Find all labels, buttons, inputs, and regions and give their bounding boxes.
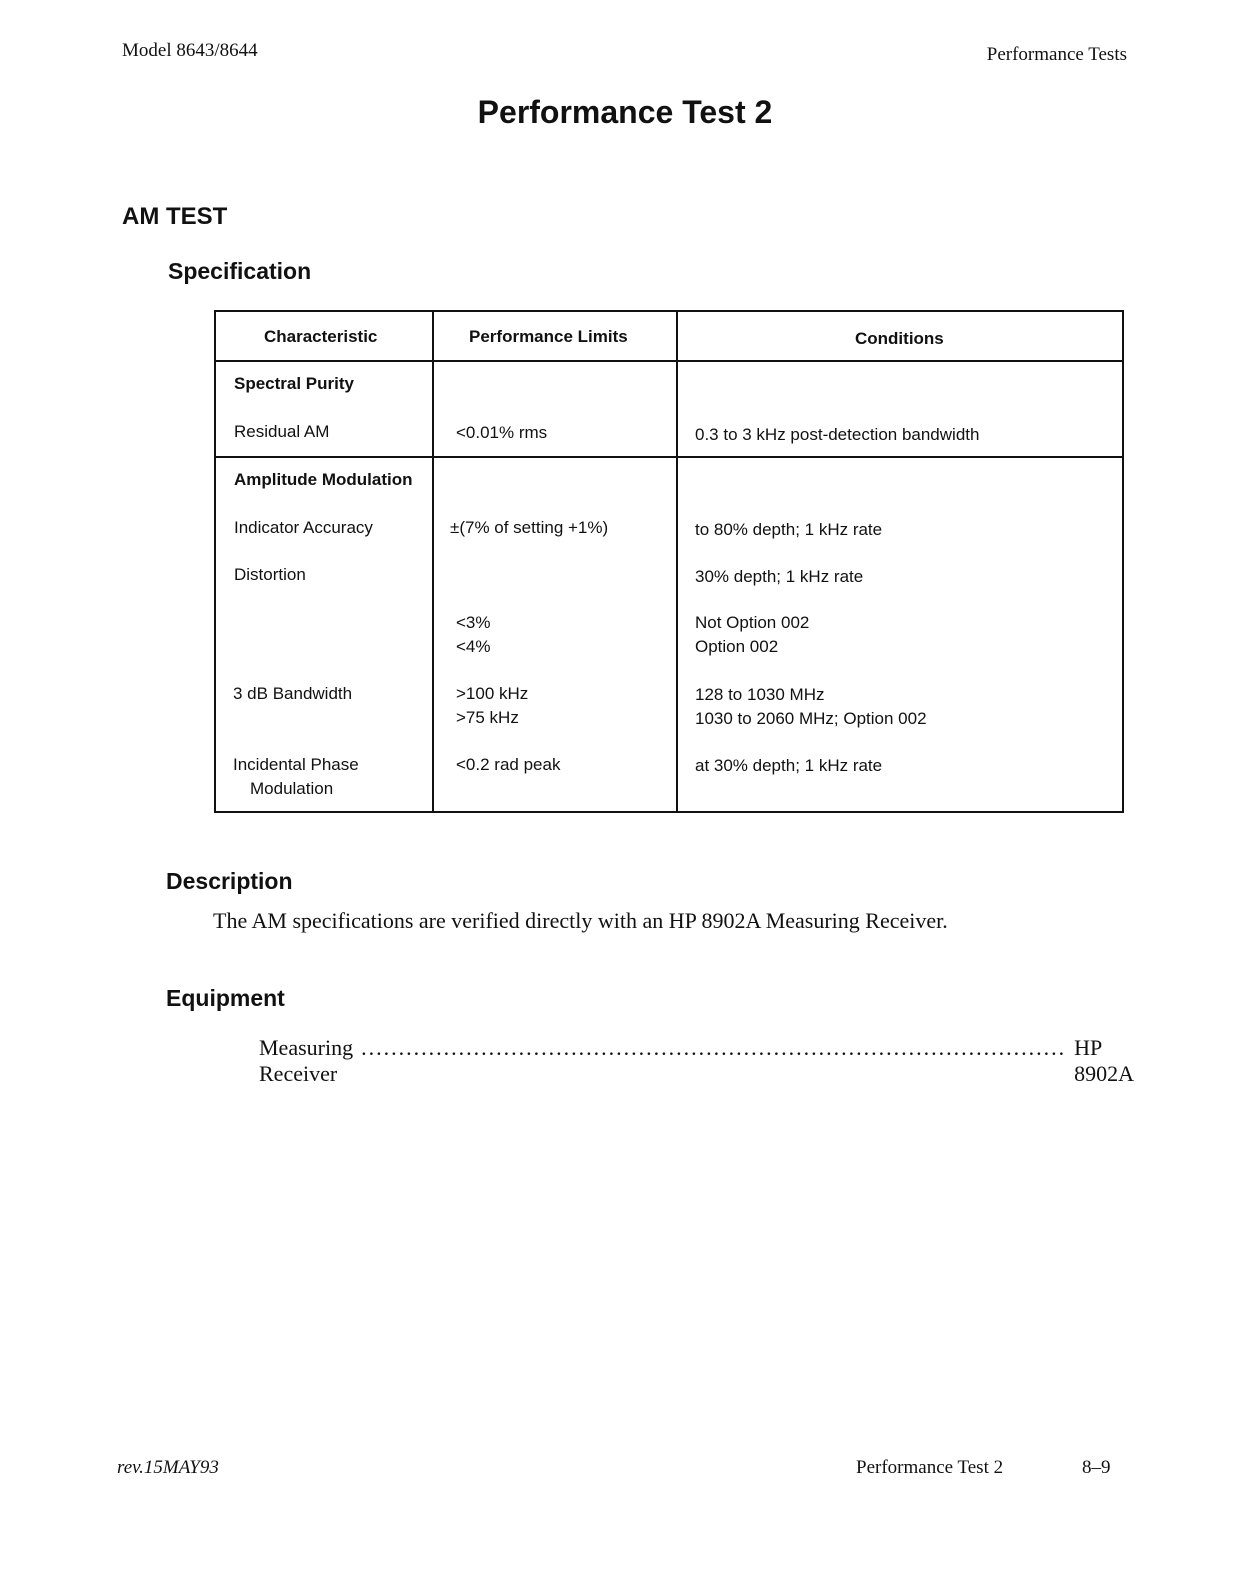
footer-test: Performance Test 2 [856, 1457, 1004, 1478]
bandwidth-limit-2: >75 kHz [456, 708, 519, 727]
incidental-pm-limit: <0.2 rad peak [456, 755, 561, 774]
header-model: Model 8643/8644 [122, 40, 258, 61]
group-divider [216, 456, 1122, 458]
incidental-pm-condition: at 30% depth; 1 kHz rate [695, 756, 883, 775]
specification-table [214, 310, 1124, 813]
indicator-accuracy-label: Indicator Accuracy [234, 518, 373, 537]
equipment-model: HP 8902A [1074, 1035, 1134, 1086]
header-section: Performance Tests [986, 44, 1127, 65]
description-text: The AM specifications are verified directly with an HP 8902A Measuring Receiver. [213, 908, 948, 933]
bandwidth-label: 3 dB Bandwidth [233, 684, 353, 703]
column-divider [676, 312, 678, 811]
page-title: Performance Test 2 [477, 94, 773, 130]
equipment-heading: Equipment [166, 985, 285, 1011]
residual-am-limit: <0.01% rms [456, 423, 548, 442]
description-heading: Description [166, 868, 293, 894]
bandwidth-limit-1: >100 kHz [456, 684, 529, 703]
distortion-condition-1: Not Option 002 [695, 613, 810, 632]
indicator-accuracy-limit: ±(7% of setting +1%) [450, 518, 609, 537]
indicator-accuracy-condition: to 80% depth; 1 kHz rate [695, 520, 883, 539]
group-amplitude-modulation: Amplitude Modulation [234, 470, 413, 489]
equipment-item [259, 1035, 1134, 1087]
dot-leader: .............................................................................................. [361, 1035, 1067, 1060]
incidental-pm-label: Incidental Phase [233, 755, 359, 774]
distortion-limit-2: <4% [456, 637, 491, 656]
distortion-limit-1: <3% [456, 613, 491, 632]
equipment-name: Measuring Receiver [259, 1035, 354, 1086]
distortion-condition: 30% depth; 1 kHz rate [695, 567, 864, 586]
bandwidth-condition-2: 1030 to 2060 MHz; Option 002 [695, 709, 927, 728]
footer-revision: rev.15MAY93 [117, 1457, 219, 1478]
group-spectral-purity: Spectral Purity [234, 374, 354, 393]
column-divider [432, 312, 434, 811]
specification-heading: Specification [168, 258, 312, 284]
distortion-condition-2: Option 002 [695, 637, 779, 656]
bandwidth-condition-1: 128 to 1030 MHz [695, 685, 825, 704]
header-conditions: Conditions [855, 329, 944, 348]
incidental-pm-label-cont: Modulation [250, 779, 334, 798]
header-divider [216, 360, 1122, 362]
header-performance-limits: Performance Limits [469, 327, 628, 346]
section-title: AM TEST [122, 203, 228, 230]
residual-am-condition: 0.3 to 3 kHz post-detection bandwidth [695, 425, 980, 444]
header-characteristic: Characteristic [264, 327, 378, 346]
footer-page-number: 8–9 [1082, 1457, 1111, 1478]
residual-am-label: Residual AM [234, 422, 330, 441]
distortion-label: Distortion [234, 565, 306, 584]
